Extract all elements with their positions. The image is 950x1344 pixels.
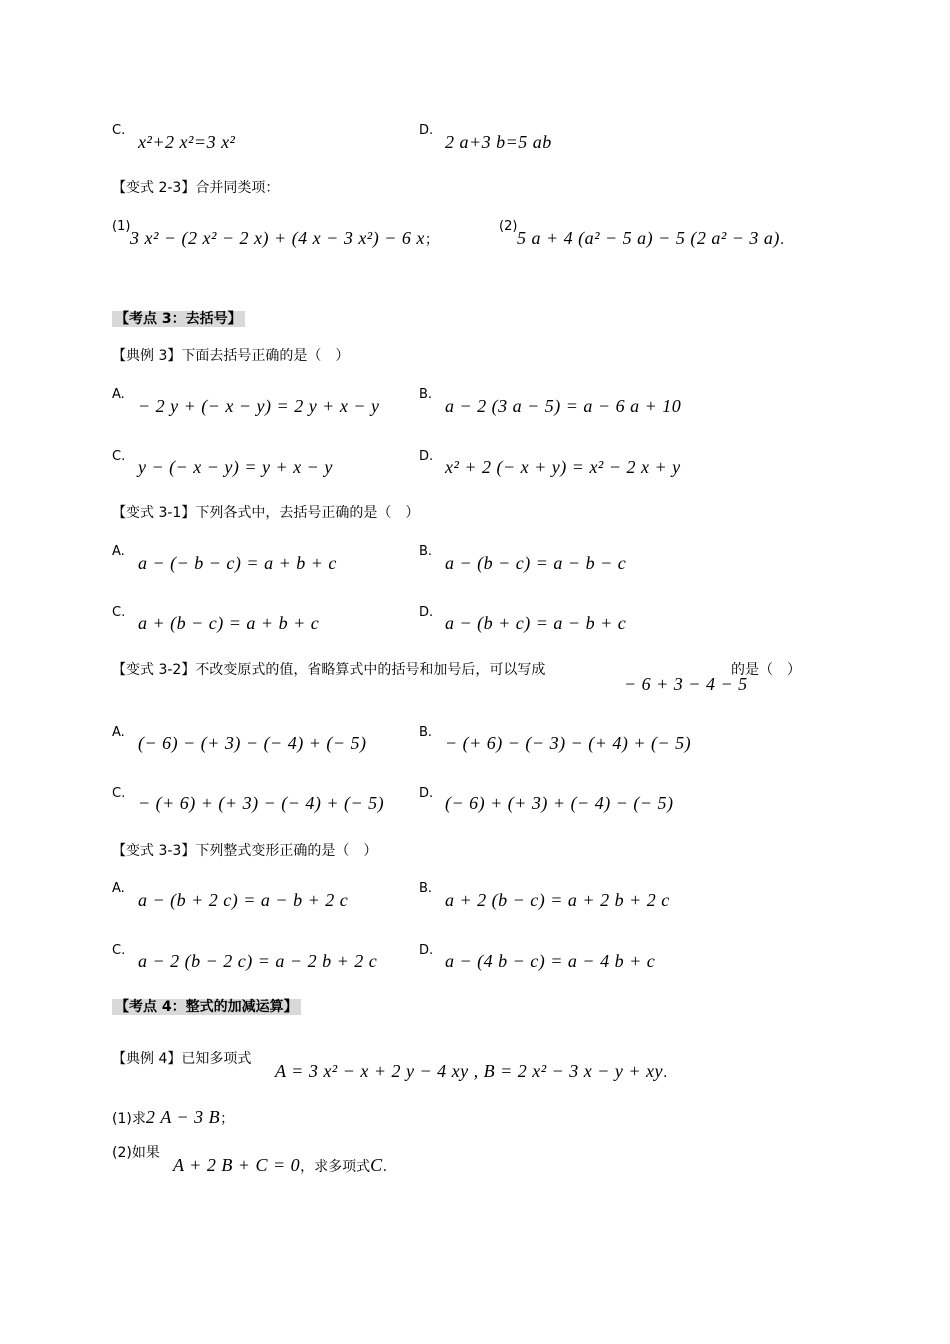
option-c-expr: a + (b − c) = a + b + c [138, 613, 320, 633]
question-heading [112, 1049, 251, 1069]
question-tail: 的是（ ） [731, 662, 801, 678]
question-text: 下面去括号正确的是（ ） [181, 348, 350, 364]
math-variable: C [370, 1155, 383, 1175]
option-d: D. [419, 605, 434, 620]
math-expression: − 6 + 3 − 4 − 5 [624, 674, 748, 694]
question-heading [112, 503, 419, 523]
question-text: 下列整式变形正确的是（ ） [195, 843, 378, 859]
option-d-expr: a − (b + c) = a − b + c [445, 613, 627, 633]
option-b: B. [419, 881, 433, 896]
option-b-expr: a − 2 (3 a − 5) = a − 6 a + 10 [445, 396, 682, 416]
option-a: A. [112, 544, 125, 559]
option-c-expr: a − 2 (b − 2 c) = a − 2 b + 2 c [138, 951, 378, 971]
option-a: A. [112, 881, 125, 896]
option-a-expr: − 2 y + (− x − y) = 2 y + x − y [138, 396, 380, 416]
inline-expr: A = 3 x² − x + 2 y − 4 xy , B = 2 x² − 3 x − y + xy. [275, 1061, 668, 1081]
option-b: B. [419, 544, 433, 559]
option-a: A. [112, 387, 125, 402]
math-expression: 3 x² − (2 x² − 2 x) + (4 x − 3 x²) − 6 x [130, 228, 425, 248]
question-heading [112, 346, 349, 366]
option-a: A. [112, 725, 125, 740]
option-b-expr: a − (b − c) = a − b − c [445, 553, 627, 573]
option-c: C. [112, 786, 126, 801]
option-d-expr [445, 132, 552, 154]
math-expression: A + 2 B + C = 0 [173, 1155, 301, 1175]
question-tag: 【典例 4】 [112, 1051, 182, 1067]
option-c-expr: y − (− x − y) = y + x − y [138, 457, 333, 477]
option-label: C. [112, 123, 126, 138]
option-c: C. [112, 449, 126, 464]
option-c [112, 120, 125, 141]
option-c-expr [138, 132, 235, 154]
math-expression: A = 3 x² − x + 2 y − 4 xy , B = 2 x² − 3 x − y + xy [275, 1061, 664, 1081]
question-tag: 【变式 3-3】 [112, 843, 196, 859]
option-label: D. [419, 123, 434, 138]
option-b-expr: − (+ 6) − (− 3) − (+ 4) + (− 5) [445, 733, 692, 753]
question-heading [112, 660, 545, 680]
part-2-expr: A + 2 B + C = 0，求多项式C. [173, 1155, 388, 1175]
question-tag: 【变式 3-1】 [112, 505, 196, 521]
option-d-expr: a − (4 b − c) = a − 4 b + c [445, 951, 656, 971]
option-d: D. [419, 786, 434, 801]
question-tag: 【变式 3-2】 [112, 662, 196, 678]
question-text: 下列各式中，去括号正确的是（ ） [195, 505, 420, 521]
inline-expr [624, 674, 748, 696]
option-d: D. [419, 943, 434, 958]
option-c-expr: − (+ 6) + (+ 3) − (− 4) + (− 5) [138, 793, 385, 813]
question-tag: 【典例 3】 [112, 348, 182, 364]
question-text: 不改变原式的值，省略算式中的括号和加号后，可以写成 [195, 662, 546, 678]
question-tag: 【变式 2-3】 [112, 180, 196, 196]
math-expression: 2 a+3 b=5 ab [445, 132, 552, 152]
option-c: C. [112, 943, 126, 958]
section-title: 【考点 4：整式的加减运算】 [112, 997, 301, 1017]
math-expression: x²+2 x²=3 x² [138, 132, 236, 152]
option-b-expr: a + 2 (b − c) = a + 2 b + 2 c [445, 890, 670, 910]
part-label: (1) [112, 219, 131, 234]
question-heading [112, 841, 377, 861]
option-b: B. [419, 387, 433, 402]
math-expression: 2 A − 3 B [145, 1107, 221, 1127]
question-heading [112, 178, 279, 198]
option-d-expr: x² + 2 (− x + y) = x² − 2 x + y [445, 457, 681, 477]
option-d: D. [419, 449, 434, 464]
option-a-expr: a − (b + 2 c) = a − b + 2 c [138, 890, 349, 910]
question-text: 合并同类项： [195, 180, 280, 196]
part-expr: 5 a + 4 (a² − 5 a) − 5 (2 a² − 3 a). [517, 228, 785, 248]
math-expression: 5 a + 4 (a² − 5 a) − 5 (2 a² − 3 a) [517, 228, 780, 248]
part-1: (1)求2 A − 3 B； [112, 1107, 235, 1127]
option-a-expr: a − (− b − c) = a + b + c [138, 553, 337, 573]
option-d [419, 120, 433, 141]
option-b: B. [419, 725, 433, 740]
part-expr: 3 x² − (2 x² − 2 x) + (4 x − 3 x²) − 6 x； [130, 228, 439, 248]
option-c: C. [112, 605, 126, 620]
part-2-label: (2)如果 [112, 1145, 160, 1161]
option-a-expr: (− 6) − (+ 3) − (− 4) + (− 5) [138, 733, 367, 753]
question-text: 已知多项式 [181, 1051, 252, 1067]
section-title: 【考点 3：去括号】 [112, 309, 245, 329]
part-label: (2) [499, 219, 518, 234]
option-d-expr: (− 6) + (+ 3) + (− 4) − (− 5) [445, 793, 674, 813]
